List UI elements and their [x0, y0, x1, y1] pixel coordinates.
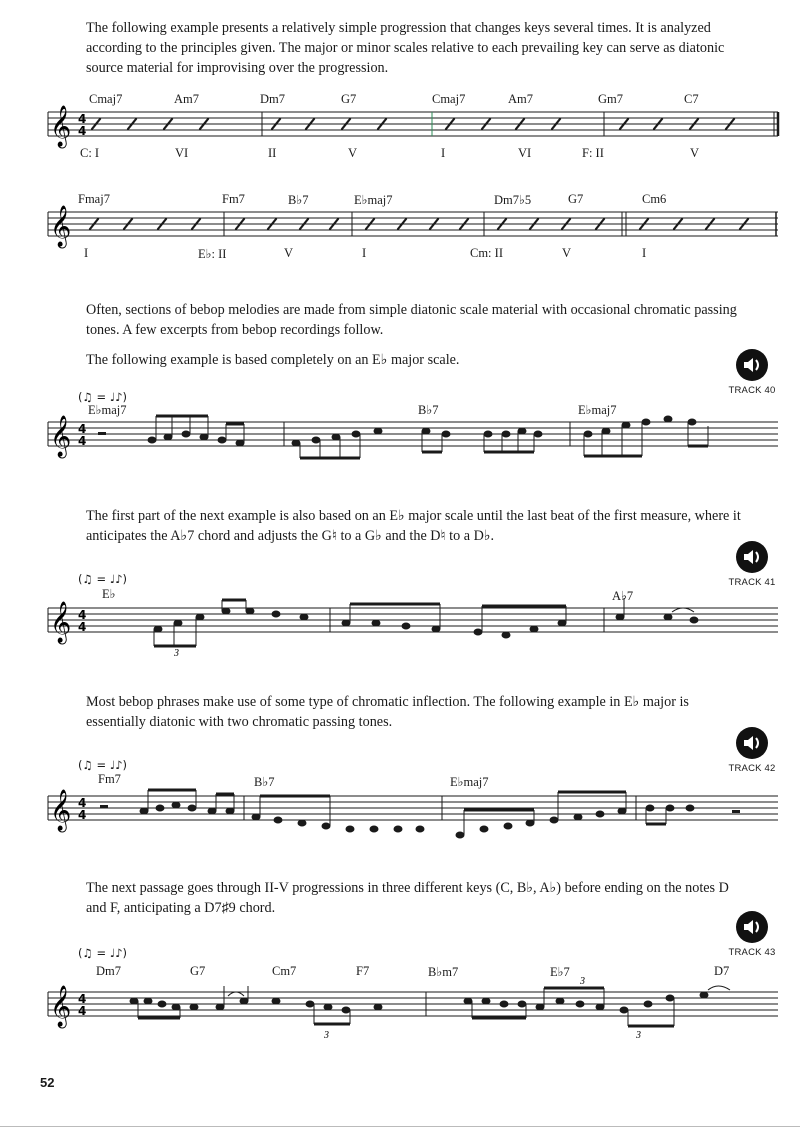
- speaker-icon: [735, 726, 769, 760]
- svg-text:4: 4: [78, 124, 87, 138]
- staff-5: [0, 756, 800, 846]
- svg-text:4: 4: [78, 620, 87, 634]
- roman-numeral: F: II: [582, 146, 604, 160]
- bebop-paragraph: Often, sections of bebop melodies are made from simple diatonic scale material with occasional chromatic passing tones. A few excerpts from bebop recordings follow.: [86, 302, 737, 338]
- chord-symbol: B♭m7: [428, 965, 459, 979]
- chord-symbol: G7: [190, 964, 206, 978]
- svg-text:4: 4: [78, 112, 87, 126]
- treble-clef: 𝄞: [50, 790, 72, 831]
- chord-symbol: Am7: [508, 92, 533, 106]
- chord-symbol: C7: [684, 92, 699, 106]
- staff-4: [0, 570, 800, 660]
- chord-symbol: Fm7: [222, 192, 245, 206]
- page-number: 52: [40, 1075, 55, 1090]
- chord-symbol: Cm7: [272, 964, 297, 978]
- roman-numeral: I: [362, 246, 367, 260]
- chord-symbol: Dm7: [260, 92, 285, 106]
- two-five-paragraph: The next passage goes through II-V progressions in three different keys (C, B♭, A♭) before ending on the notes D and F, anticipating a D7♯9 chord.: [86, 880, 729, 916]
- staff-2: [0, 188, 800, 268]
- chord-symbol: A♭7: [612, 589, 634, 603]
- chord-symbol: B♭7: [418, 403, 439, 417]
- chord-symbol: Cmaj7: [89, 92, 123, 106]
- roman-numeral: VI: [175, 146, 189, 160]
- roman-numeral: II: [268, 146, 277, 160]
- roman-numeral: C: I: [80, 146, 100, 160]
- track-label: TRACK 41: [728, 577, 776, 588]
- chord-symbol: Fm7: [98, 772, 121, 786]
- next-example-paragraph: The first part of the next example is also based on an E♭ major scale until the last beat of the first measure, where it anticipates the A♭7 chord and adjusts the G♮ to a G♭ and the D♮ to a D♭.: [86, 508, 741, 544]
- roman-numeral: I: [441, 146, 446, 160]
- svg-text:4: 4: [78, 422, 87, 436]
- staff-6: [0, 944, 800, 1044]
- chord-symbol: Cmaj7: [432, 92, 466, 106]
- roman-numeral: E♭: II: [198, 247, 227, 261]
- chord-symbol: E♭maj7: [88, 403, 127, 417]
- example-track-40: [0, 388, 800, 468]
- eb-scale-paragraph: The following example is based completely on an E♭ major scale.: [86, 352, 460, 368]
- speaker-icon: [735, 910, 769, 944]
- swing-marking: (♫ = ♩♪): [78, 572, 127, 586]
- chord-symbol: E♭7: [550, 965, 570, 979]
- example-track-43: [0, 944, 800, 1044]
- chord-symbol: Dm7♭5: [494, 193, 532, 207]
- treble-clef: 𝄞: [50, 416, 72, 457]
- svg-text:4: 4: [78, 796, 87, 810]
- chromatic-paragraph: Most bebop phrases make use of some type of chromatic inflection. The following example in E♭ major is essentially diatonic with two chromatic passing tones.: [86, 694, 689, 730]
- bottom-rule: [0, 1126, 800, 1127]
- speaker-icon: [735, 348, 769, 382]
- svg-text:4: 4: [78, 992, 87, 1006]
- chord-symbol: E♭maj7: [354, 193, 393, 207]
- roman-numeral: V: [690, 146, 700, 160]
- chord-symbol: E♭: [102, 587, 116, 601]
- triplet-marker: 3: [174, 648, 179, 659]
- treble-clef: 𝄞: [50, 106, 72, 147]
- progression-system-1: [0, 88, 800, 168]
- track-label: TRACK 42: [728, 763, 776, 774]
- chord-symbol: Dm7: [96, 964, 121, 978]
- chord-symbol: G7: [568, 192, 584, 206]
- roman-numeral: Cm: II: [470, 246, 503, 260]
- speaker-icon: [735, 540, 769, 574]
- svg-text:4: 4: [78, 1004, 87, 1018]
- treble-clef: 𝄞: [50, 206, 72, 247]
- roman-numeral: V: [348, 146, 358, 160]
- chord-symbol: B♭7: [288, 193, 309, 207]
- chord-symbol: Am7: [174, 92, 199, 106]
- staff-3: [0, 388, 800, 468]
- chord-symbol: B♭7: [254, 775, 275, 789]
- roman-numeral: I: [84, 246, 89, 260]
- chord-symbol: E♭maj7: [450, 775, 489, 789]
- treble-clef: 𝄞: [50, 986, 72, 1027]
- intro-paragraph: The following example presents a relatively simple progression that changes keys several times. It is analyzed according to the principles given. The major or minor scales relative to each prevailing key can serve as diatonic source material for improvising over the progression.: [86, 20, 725, 76]
- triplet-marker: 3: [580, 976, 585, 987]
- roman-numeral: V: [562, 246, 572, 260]
- treble-clef: 𝄞: [50, 602, 72, 643]
- chord-symbol: F7: [356, 964, 370, 978]
- chord-symbol: Fmaj7: [78, 192, 110, 206]
- chord-symbol: E♭maj7: [578, 403, 617, 417]
- roman-numeral: VI: [518, 146, 532, 160]
- svg-text:4: 4: [78, 434, 87, 448]
- triplet-marker: 3: [324, 1030, 329, 1041]
- swing-marking: (♫ = ♩♪): [78, 758, 127, 772]
- chord-symbol: G7: [341, 92, 357, 106]
- chord-symbol: Gm7: [598, 92, 623, 106]
- track-label: TRACK 40: [728, 385, 776, 396]
- progression-system-2: [0, 188, 800, 268]
- roman-numeral: I: [642, 246, 647, 260]
- swing-marking: (♫ = ♩♪): [78, 946, 127, 960]
- example-track-41: [0, 570, 800, 660]
- swing-marking: (♫ = ♩♪): [78, 390, 127, 404]
- track-label: TRACK 43: [728, 947, 776, 958]
- svg-text:4: 4: [78, 608, 87, 622]
- example-track-42: [0, 756, 800, 846]
- svg-text:4: 4: [78, 808, 87, 822]
- melody-notes: [154, 598, 698, 646]
- chord-symbol: D7: [714, 964, 730, 978]
- roman-numeral: V: [284, 246, 294, 260]
- chord-symbol: Cm6: [642, 192, 667, 206]
- triplet-marker: 3: [636, 1030, 641, 1041]
